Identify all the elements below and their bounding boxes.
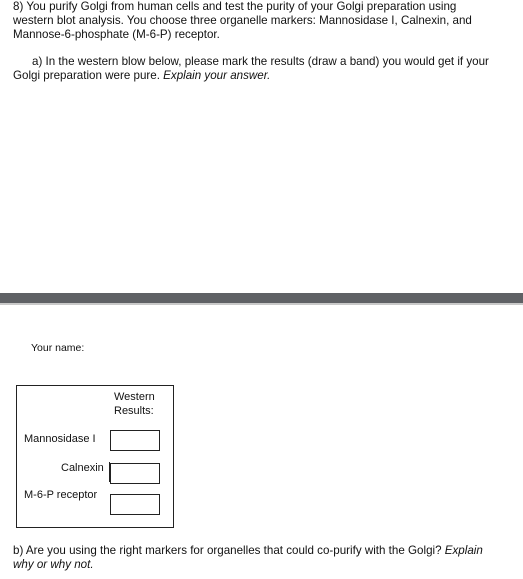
question-8-line-1: 8) You purify Golgi from human cells and test the purity of your Golgi preparation using [13, 0, 457, 13]
lane-label-m6p-receptor: M-6-P receptor [24, 489, 98, 501]
question-8-prompt [13, 0, 472, 42]
western-header-line-1: Western [114, 391, 155, 403]
part-b-line-1-text: b) Are you using the right markers for organelles that could co-purify with the Golgi? [13, 544, 445, 557]
part-b-line-2 [13, 558, 483, 572]
part-b-line-1 [13, 544, 483, 558]
question-8-line-3: Mannose-6-phosphate (M-6-P) receptor. [13, 28, 220, 41]
band-box-mannosidase[interactable] [110, 430, 160, 451]
part-a-explain-instruction: Explain your answer. [163, 69, 271, 82]
part-a-line-2-text: Golgi preparation were pure. [13, 69, 164, 82]
part-b-explain-instruction: Explain [444, 544, 483, 557]
page-divider [0, 293, 523, 303]
lane-label-calnexin: Calnexin [61, 462, 104, 474]
part-b-why-instruction: why or why not. [13, 558, 94, 571]
western-blot-box [16, 385, 174, 528]
part-a-prompt [13, 55, 489, 83]
question-8-line-2: western blot analysis. You choose three organelle markers: Mannosidase I, Calnexin, and [13, 14, 472, 27]
western-header-line-2: Results: [114, 405, 154, 417]
western-results-header [114, 390, 155, 418]
part-b-prompt [13, 544, 483, 572]
page-divider-shadow [0, 303, 523, 305]
your-name-label: Your name: [31, 342, 85, 354]
band-box-calnexin[interactable] [110, 463, 160, 484]
part-a-line-1: a) In the western blow below, please mark the results (draw a band) you would get if your [32, 55, 489, 68]
part-a-line-2 [13, 69, 489, 83]
lane-label-mannosidase: Mannosidase I [24, 433, 96, 445]
band-box-m6p-receptor[interactable] [110, 494, 160, 515]
